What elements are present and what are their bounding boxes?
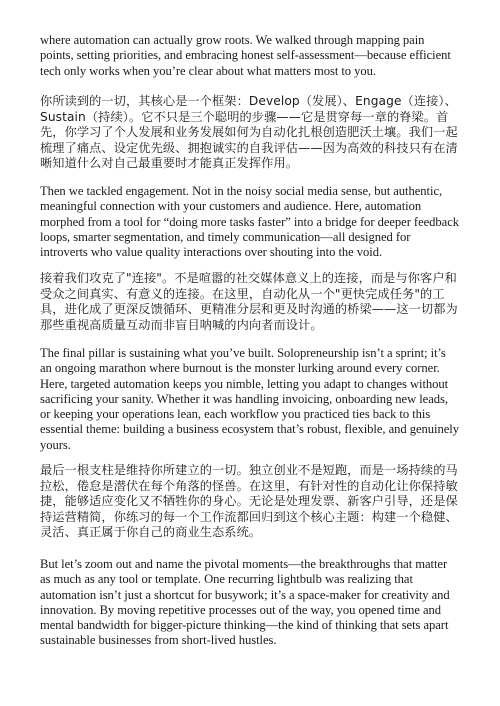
paragraph-zh-engagement: 接着我们攻克了"连接"。不是喧嚣的社交媒体意义上的连接，而是与你客户和受众之间真实、有意义的连接。在这里，自动化从一个"更快完成任务"的工具，进化成了更深反馈循环、更精准分层和更及时沟通的桥梁——这一切都为那些重视高质量互动而非盲目呐喊的内向者而设计。	[40, 271, 458, 332]
paragraph-zh-sustain: 最后一根支柱是维持你所建立的一切。独立创业不是短跑，而是一场持续的马拉松，倦怠是潜伏在每个角落的怪兽。在这里，有针对性的自动化让你保持敏捷，能够适应变化又不牺牲你的身心。无论是处理发票、新客户引导，还是保持运营精简，你练习的每一个工作流都回归到这个核心主题：构建一个稳健、灵活、真正属于你自己的商业生态系统。	[40, 463, 458, 540]
paragraph-en-roots: where automation can actually grow roots. We walked through mapping pain points, setting priorities, and embracing honest self-assessment—because efficient tech only works when you’re clear about what matters most to you.	[40, 33, 451, 78]
paragraph-en-sustain: The final pillar is sustaining what you’ve built. Solopreneurship isn’t a sprint; it’s an ongoing marathon where burnout is the monster lurking around every corner. Here, targeted automation keeps you nimble, letting you adapt to changes without sacrificing your sanity. Whether it was handling invoicing, onboarding new leads, or keeping your operations lean, each workflow you practiced ties back to this essential theme: building a business ecosystem that’s robust, flexible, and genuinely yours.	[40, 346, 459, 452]
paragraph-zh-framework: 你所读到的一切，其核心是一个框架：Develop（发展）、Engage（连接）、Sustain（持续）。它不只是三个聪明的步骤——它是贯穿每一章的脊梁。首先，你学习了个人发展和业务发展如何为自动化扎根创造肥沃土壤。我们一起梳理了痛点、设定优先级、拥抱诚实的自我评估——因为高效的科技只有在清晰知道什么对自己最重要时才能真正发挥作用。	[40, 94, 458, 171]
paragraph-en-pivotal: But let’s zoom out and name the pivotal moments—the breakthroughs that matter as much as any tool or template. One recurring lightbulb was realizing that automation isn’t just a shortcut for busywork; it’s a space-maker for creativity and innovation. By moving repetitive processes out of the way, you opened time and mental bandwidth for bigger-picture thinking—the kind of thinking that sets apart sustainable businesses from short-lived hustles.	[40, 557, 450, 648]
paragraph-en-engagement: Then we tackled engagement. Not in the noisy social media sense, but authentic, meaningful connection with your customers and audience. Here, automation morphed from a tool for “doing more tasks faster” into a bridge for deeper feedback loops, smarter segmentation, and timely communication—all designed for introverts who value quality interactions over shouting into the void.	[40, 184, 459, 260]
